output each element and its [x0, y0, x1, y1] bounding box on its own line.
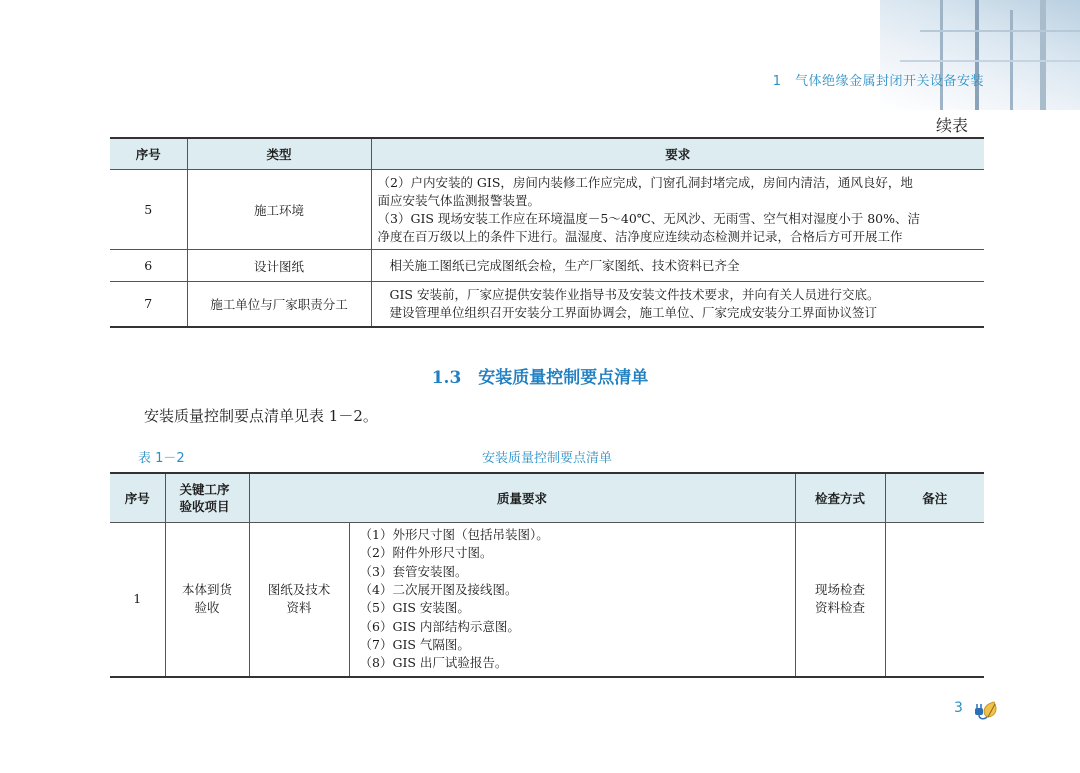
table-caption-title: 安装质量控制要点清单	[481, 451, 612, 466]
row-process: 本体到货 验收	[165, 523, 249, 677]
running-header: 1 气体绝缘金属封闭开关设备安装	[772, 74, 984, 89]
row-requirement	[371, 282, 984, 327]
table-row	[110, 170, 984, 250]
req-line: 净度在百万级以上的条件下进行。温湿度、洁净度应连续动态检测并记录，合格后方可开展工作	[377, 228, 903, 244]
row-remark	[885, 523, 984, 677]
col-header-no: 序号	[110, 473, 165, 523]
row-no: 1	[110, 523, 165, 677]
list-item: （5）GIS 安装图。	[359, 600, 470, 616]
col-header-check: 检查方式	[795, 473, 885, 523]
list-item: （1）外形尺寸图（包括吊装图）。	[359, 527, 549, 543]
col-header-requirement: 要求	[371, 138, 984, 170]
row-check-method: 现场检查 资料检查	[795, 523, 885, 677]
req-line: （3）GIS 现场安装工作应在环境温度－5～40℃、无风沙、无雨雪、空气相对湿度小于 80%、洁	[377, 210, 921, 226]
row-requirement	[371, 170, 984, 250]
list-item: （8）GIS 出厂试验报告。	[359, 655, 508, 671]
list-item: （4）二次展开图及接线图。	[359, 581, 518, 597]
row-type: 设计图纸	[187, 250, 371, 282]
table-row	[110, 282, 984, 327]
body-paragraph: 安装质量控制要点清单见表 1－2。	[144, 407, 378, 425]
table-row	[110, 250, 984, 282]
row-no: 7	[110, 282, 187, 327]
row-no: 6	[110, 250, 187, 282]
requirements-table-continued	[110, 137, 984, 328]
table-row	[110, 523, 984, 677]
col-header-no: 序号	[110, 138, 187, 170]
list-item: （2）附件外形尺寸图。	[359, 545, 493, 561]
row-item: 图纸及技术 资料	[249, 523, 349, 677]
corner-substation-image	[880, 0, 1080, 110]
list-item: （6）GIS 内部结构示意图。	[359, 618, 520, 634]
col-header-key-process: 关键工序 验收项目	[165, 473, 249, 523]
row-quality-requirements	[349, 523, 795, 677]
list-item: （3）套管安装图。	[359, 563, 468, 579]
row-type: 施工环境	[187, 170, 371, 250]
col-header-type: 类型	[187, 138, 371, 170]
req-line: （2）户内安装的 GIS，房间内装修工作应完成，门窗孔洞封堵完成，房间内清洁，通风良好，地	[377, 174, 913, 190]
table-caption-number: 表 1－2	[138, 451, 185, 466]
page-number: 3	[954, 700, 963, 716]
row-requirement	[371, 250, 984, 282]
row-type: 施工单位与厂家职责分工	[187, 282, 371, 327]
continued-table-label: 续表	[935, 116, 968, 135]
req-line: 相关施工图纸已完成图纸会检，生产厂家图纸、技术资料已齐全	[389, 257, 740, 273]
plug-leaf-icon	[968, 699, 1002, 721]
req-line: GIS 安装前，厂家应提供安装作业指导书及安装文件技术要求，并向有关人员进行交底。	[389, 286, 880, 302]
col-header-quality: 质量要求	[249, 473, 795, 523]
list-item: （7）GIS 气隔图。	[359, 636, 470, 652]
quality-control-table	[110, 472, 984, 678]
req-line: 建设管理单位组织召开安装分工界面协调会，施工单位、厂家完成安装分工界面协议签订	[389, 304, 878, 320]
col-header-remark: 备注	[885, 473, 984, 523]
req-line: 面应安装气体监测报警装置。	[377, 192, 541, 208]
section-title: 1.3 安装质量控制要点清单	[431, 368, 649, 388]
row-no: 5	[110, 170, 187, 250]
